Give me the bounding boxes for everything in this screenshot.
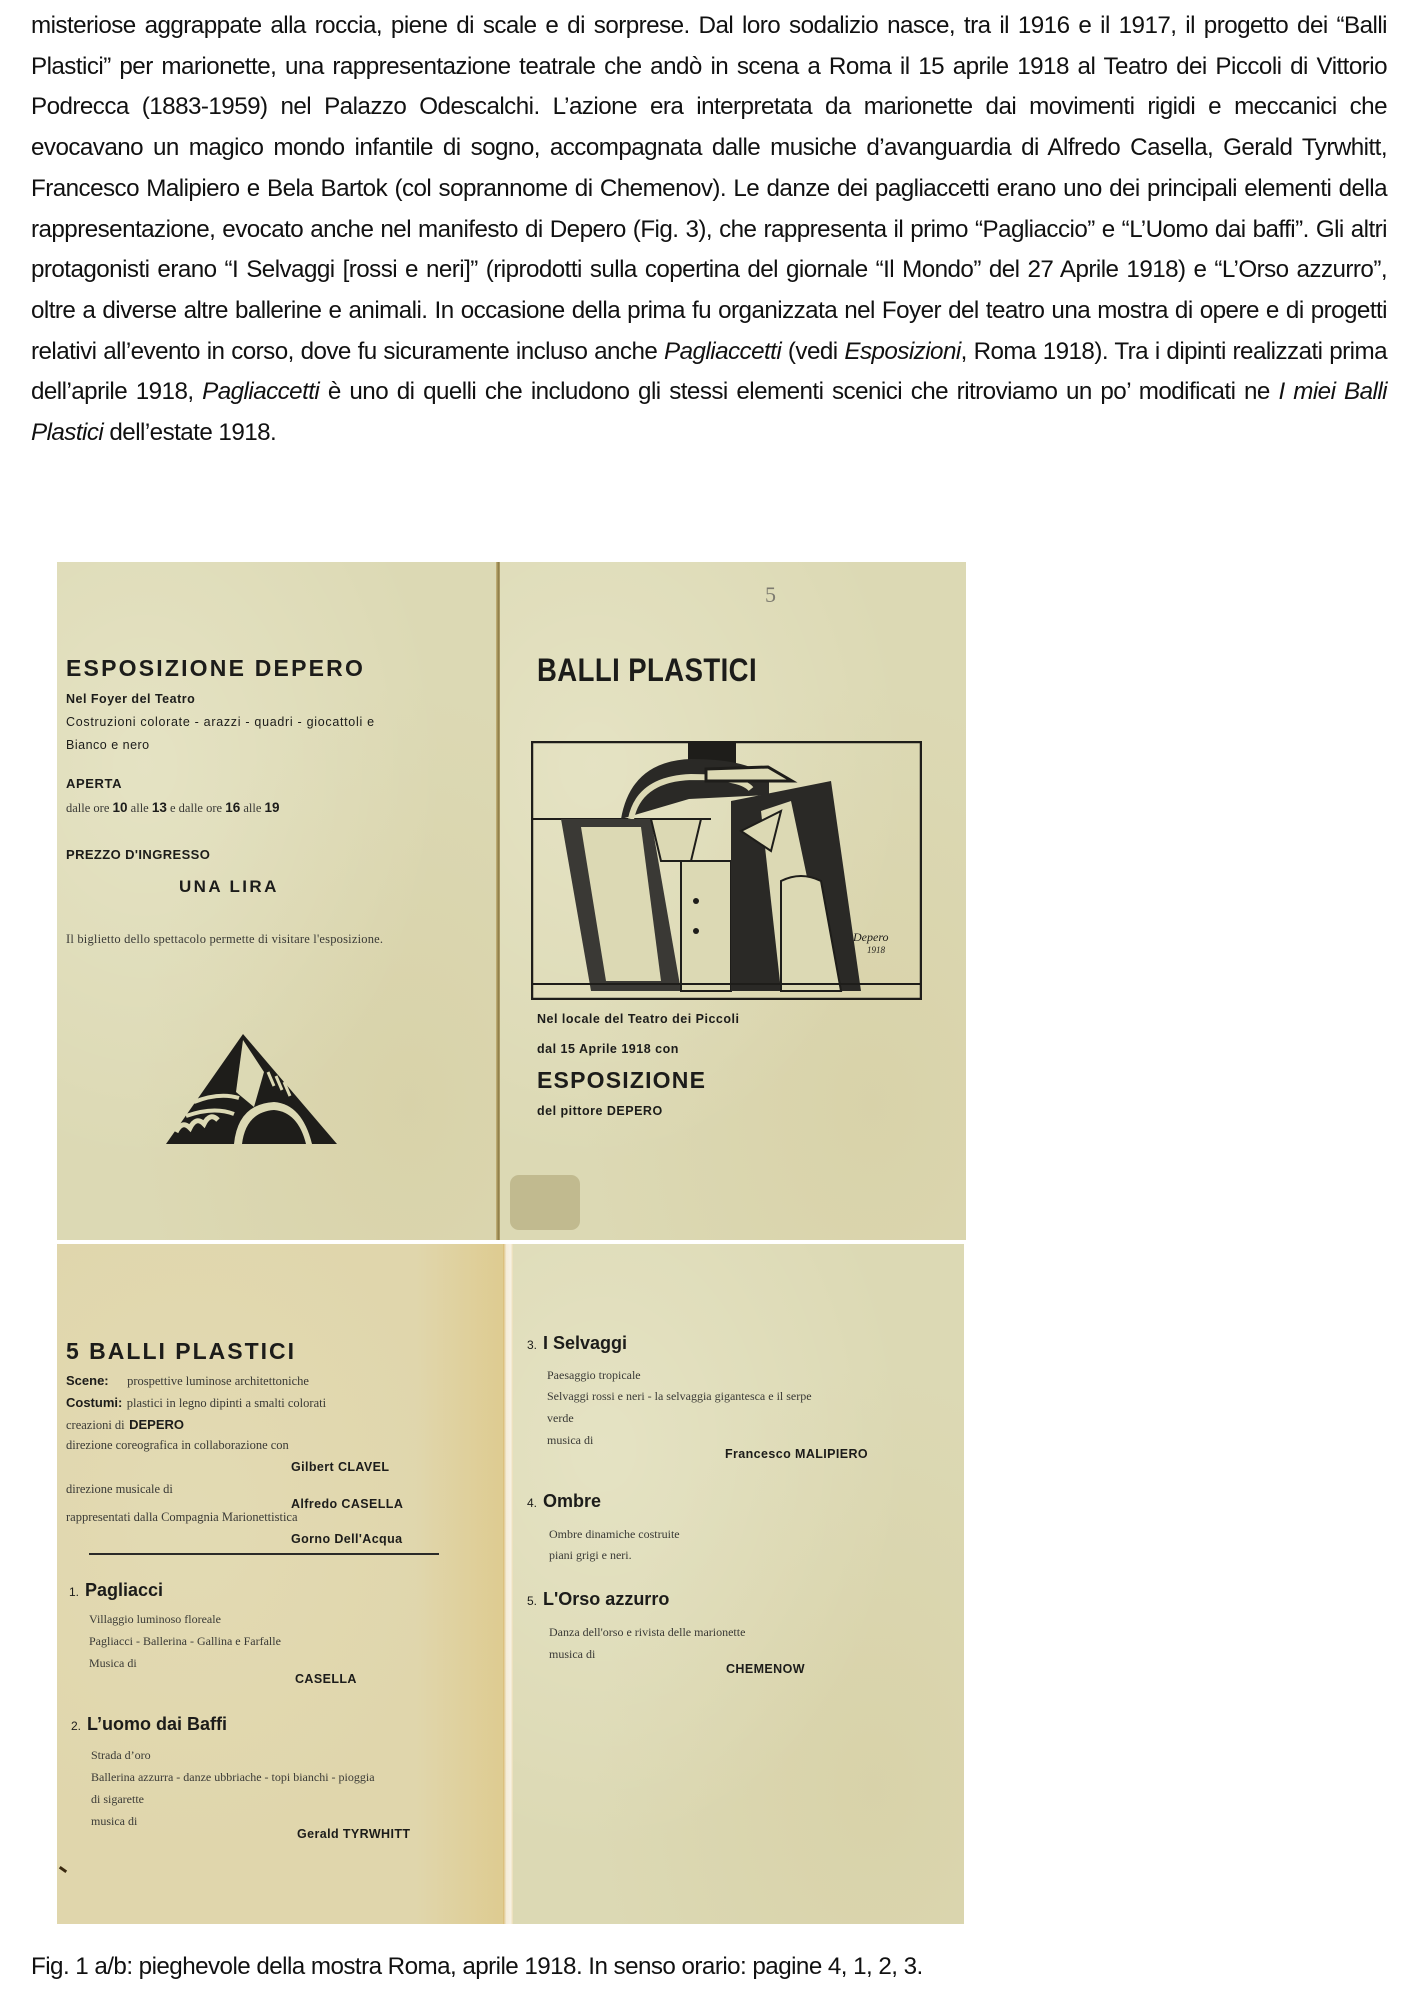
item-line: verde: [547, 1411, 574, 1425]
hours-value: 19: [264, 800, 280, 815]
hours-text: dalle ore: [66, 801, 110, 815]
creations-line: [66, 1416, 184, 1434]
handwritten-page-mark: 5: [765, 582, 776, 607]
program-item-1-heading: [69, 1580, 163, 1601]
item-composer: CASELLA: [295, 1672, 357, 1686]
text-run: è uno di quelli che includono gli stessi elementi scenici che ritroviamo un po’ modificati ne: [319, 378, 1279, 406]
item-line: Ombre dinamiche costruite: [549, 1527, 680, 1541]
paragraph-text: [31, 6, 1387, 454]
text-run: , Roma 1918). Tra i dipinti realizzati prima dell’aprile 1918,: [31, 337, 1387, 406]
item-line: musica di: [547, 1433, 594, 1447]
item-line: Strada d’oro: [91, 1748, 151, 1762]
figure-top-scan: [57, 562, 966, 1240]
italic-title: Pagliaccetti: [664, 337, 782, 365]
figure-bottom-scan: [57, 1244, 964, 1924]
leaflet-page-4: [57, 562, 498, 1240]
item-line: Paesaggio tropicale: [547, 1368, 641, 1382]
page1-exhibition-title: ESPOSIZIONE: [537, 1067, 707, 1093]
item-number: 3.: [527, 1338, 538, 1352]
item-line: Danza dell'orso e rivista delle marionette: [549, 1625, 746, 1639]
paper-stain: [510, 1175, 580, 1230]
creations-text: creazioni di: [66, 1418, 125, 1432]
program-item-2-heading: [71, 1714, 227, 1735]
item-title: Ombre: [543, 1491, 602, 1511]
page2-title: 5 BALLI PLASTICI: [66, 1338, 297, 1364]
program-item-3-heading: [527, 1333, 627, 1354]
item-title: L'Orso azzurro: [543, 1589, 670, 1609]
item-number: 2.: [71, 1719, 82, 1733]
item-line: di sigarette: [91, 1792, 144, 1806]
item-composer: CHEMENOW: [726, 1662, 805, 1676]
costumes-line: [66, 1394, 326, 1412]
costumes-text: plastici in legno dipinti a smalti colorati: [126, 1396, 327, 1410]
item-line: musica di: [549, 1647, 596, 1661]
page4-price-label: PREZZO D'INGRESSO: [66, 847, 211, 862]
woodcut-figures-illustration-icon: [531, 741, 922, 1000]
program-item-5-heading: [527, 1589, 669, 1610]
scene-line: [66, 1372, 309, 1390]
page4-items-line: Costruzioni colorate - arazzi - quadri - giocattoli e: [66, 715, 375, 729]
item-title: I Selvaggi: [543, 1333, 628, 1353]
hours-text: e dalle ore: [170, 801, 223, 815]
item-line: Ballerina azzurra - danze ubbriache - topi bianchi - pioggia: [91, 1770, 375, 1784]
item-composer: Gerald TYRWHITT: [297, 1827, 411, 1841]
text-run: (vedi: [781, 337, 845, 365]
page1-venue-line: Nel locale del Teatro dei Piccoli: [537, 1012, 740, 1026]
music-dir-text: direzione musicale di: [66, 1482, 173, 1496]
page4-title: ESPOSIZIONE DEPERO: [66, 655, 366, 681]
page4-bw-line: Bianco e nero: [66, 738, 150, 752]
figure-folded-leaflet: [57, 562, 966, 1924]
text-run: misteriose aggrappate alla roccia, piene di scale e di sorprese. Dal loro sodalizio nasce, tra il 1916 e il 1917, il progetto dei “Balli Plastici” per marionette, una rappresentazione teatrale che andò in scena a Roma il 15 aprile 1918 al Teatro dei Piccoli di Vittorio Podrecca (1883-1959) nel Palazzo Odescalchi. L’azione era interpretata da marionette dai movimenti rigidi e meccanici che evocavano un magico mondo infantile di sogno, accompagnata dalle musiche d’avanguardia di Alfredo Casella, Gerald Tyrwhitt, Francesco Malipiero e Bela Bartok (col soprannome di Chemenov). Le danze dei pagliaccetti erano uno dei principali elementi della rappresentazione, evocato anche nel manifesto di Depero (Fig. 3), che rappresenta il primo “Pagliaccio” e “L’Uomo dai baffi”. Gli altri protagonisti erano “I Selvaggi [rossi e neri]” (riprodotti sulla copertina del giornale “Il Mondo” del 27 Aprile 1918) e “L’Orso azzurro”, oltre a diverse altre ballerine e animali. In occasione della prima fu organizzata nel Foyer del teatro una mostra di opere e di progetti relativi all’evento in corso, dove fu sicuramente incluso anche: [31, 12, 1387, 365]
item-number: 5.: [527, 1594, 538, 1608]
item-line: musica di: [91, 1814, 138, 1828]
item-title: Pagliacci: [85, 1580, 164, 1600]
item-number: 4.: [527, 1496, 538, 1510]
item-title: L’uomo dai Baffi: [87, 1714, 228, 1734]
page4-price: UNA LIRA: [179, 877, 279, 896]
choreo-text: direzione coreografica in collaborazione con: [66, 1438, 289, 1452]
page4-foyer-line: Nel Foyer del Teatro: [66, 692, 196, 706]
hours-value: 10: [112, 800, 128, 815]
leaflet-page-3: [513, 1244, 964, 1924]
item-line: piani grigi e neri.: [549, 1548, 632, 1562]
choreo-name: Gilbert CLAVEL: [291, 1460, 390, 1474]
item-line: Selvaggi rossi e neri - la selvaggia gigantesca e il serpe: [547, 1389, 812, 1403]
company-name: Gorno Dell'Acqua: [291, 1532, 403, 1546]
page1-date-line: dal 15 Aprile 1918 con: [537, 1042, 679, 1056]
leaflet-page-1: [500, 562, 966, 1240]
hours-text: alle: [243, 801, 262, 815]
paper-mark: [59, 1866, 67, 1873]
page4-hours: [66, 800, 280, 816]
scene-text: prospettive luminose architettoniche: [127, 1374, 309, 1388]
page1-title: BALLI PLASTICI: [537, 652, 758, 688]
italic-title: Esposizioni: [844, 337, 961, 365]
page4-note: Il biglietto dello spettacolo permette di visitare l'esposizione.: [66, 932, 384, 946]
italic-title: Pagliaccetti: [202, 378, 320, 406]
company-text: rappresentati dalla Compagnia Marionettistica: [66, 1510, 298, 1524]
scene-label: Scene:: [66, 1373, 109, 1388]
page1-painter-line: del pittore DEPERO: [537, 1104, 663, 1118]
item-line: Musica di: [89, 1656, 137, 1670]
section-divider: [89, 1553, 439, 1555]
artwork-signature: Depero: [853, 930, 889, 944]
italic-title: I miei Balli Plastici: [31, 378, 1387, 447]
program-item-4-heading: [527, 1491, 601, 1512]
music-dir-name: Alfredo CASELLA: [291, 1497, 404, 1511]
triangle-emblem-icon: [164, 1032, 339, 1147]
article-paragraph: [31, 6, 1387, 454]
creations-name: DEPERO: [129, 1417, 185, 1432]
costumes-label: Costumi:: [66, 1395, 123, 1410]
item-number: 1.: [69, 1585, 80, 1599]
leaflet-page-2: [57, 1244, 505, 1924]
item-composer: Francesco MALIPIERO: [725, 1447, 869, 1461]
hours-value: 13: [151, 800, 167, 815]
hours-text: alle: [130, 801, 149, 815]
text-run: dell’estate 1918.: [103, 419, 277, 447]
page4-open-label: APERTA: [66, 776, 123, 791]
svg-text:1918: 1918: [867, 945, 885, 955]
hours-value: 16: [225, 800, 241, 815]
figure-caption: Fig. 1 a/b: pieghevole della mostra Roma, aprile 1918. In senso orario: pagine 4, 1, 2, 3.: [31, 1953, 923, 1980]
item-line: Pagliacci - Ballerina - Gallina e Farfalle: [89, 1634, 281, 1648]
item-line: Villaggio luminoso floreale: [89, 1612, 221, 1626]
